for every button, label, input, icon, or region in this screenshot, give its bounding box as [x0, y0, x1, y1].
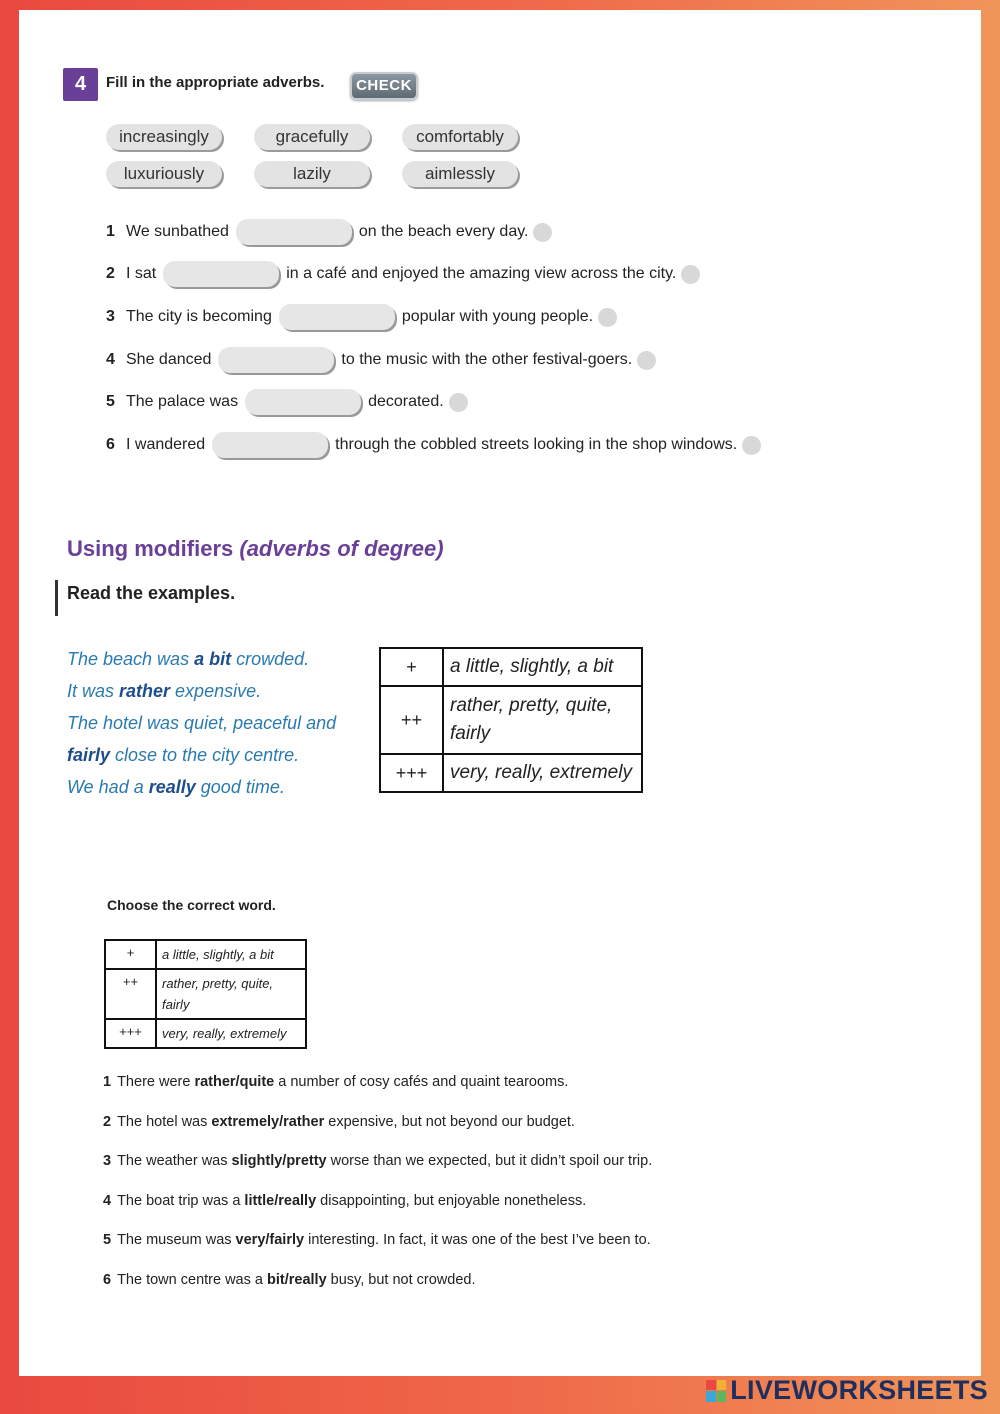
- sentence-number: 5: [106, 393, 115, 410]
- sentence-number: 4: [106, 351, 115, 368]
- section-title-main: Using modifiers: [67, 536, 234, 561]
- word-choice[interactable]: very/fairly: [235, 1232, 305, 1248]
- exercise-number: 4: [63, 68, 98, 101]
- degree-symbol: ++: [380, 686, 443, 754]
- sentence-number: 1: [106, 223, 115, 240]
- choice-sentence: 5 The museum was very/fairly interesting. In fact, it was one of the best I’ve been to.: [103, 1232, 651, 1248]
- example-line: It was rather expensive.: [67, 681, 262, 701]
- choice-sentence: 1 There were rather/quite a number of cosy cafés and quaint tearooms.: [103, 1074, 569, 1090]
- choice-sentence: 4 The boat trip was a little/really disappointing, but enjoyable nonetheless.: [103, 1193, 587, 1209]
- sentence-text-after: to the music with the other festival-goers.: [341, 351, 633, 368]
- example-line: The beach was a bit crowded.: [67, 649, 310, 669]
- answer-drop-blank[interactable]: [236, 219, 352, 245]
- table-row: [380, 648, 642, 686]
- sentence-text-before: The palace was: [126, 393, 239, 410]
- word-choice[interactable]: little/really: [244, 1193, 317, 1209]
- sentence-text-after: popular with young people.: [401, 308, 594, 325]
- degree-words: very, really, extremely: [156, 1019, 306, 1048]
- sentence-number: 6: [106, 436, 115, 453]
- degree-symbol: +: [105, 940, 156, 969]
- liveworksheets-logo-icon: [706, 1380, 726, 1402]
- sentence-text-after: in a café and enjoyed the amazing view across the city.: [286, 265, 677, 282]
- table-row: [105, 940, 306, 969]
- sentence-text-after: on the beach every day.: [358, 223, 529, 240]
- sentence-row: [106, 261, 700, 287]
- exercise-title: Fill in the appropriate adverbs.: [106, 74, 325, 91]
- word-chip[interactable]: lazily: [254, 161, 370, 187]
- degree-words: a little, slightly, a bit: [443, 648, 642, 686]
- example-sentences: [67, 643, 367, 803]
- sentence-text-before: The city is becoming: [126, 308, 272, 325]
- sentence-text-before: She danced: [126, 351, 212, 368]
- table-row: [380, 754, 642, 792]
- degree-words: a little, slightly, a bit: [156, 940, 306, 969]
- answer-drop-blank[interactable]: [212, 432, 328, 458]
- answer-drop-blank[interactable]: [279, 304, 395, 330]
- word-chip[interactable]: comfortably: [402, 124, 518, 150]
- result-indicator: [681, 265, 700, 284]
- table-row: [105, 1019, 306, 1048]
- word-chip[interactable]: increasingly: [106, 124, 222, 150]
- word-choice[interactable]: slightly/pretty: [231, 1153, 327, 1169]
- word-chip[interactable]: luxuriously: [106, 161, 222, 187]
- liveworksheets-logo[interactable]: [706, 1375, 988, 1406]
- table-row: [380, 686, 642, 754]
- choice-sentence: 2 The hotel was extremely/rather expensive, but not beyond our budget.: [103, 1114, 575, 1130]
- degree-words: very, really, extremely: [443, 754, 642, 792]
- degree-words: rather, pretty, quite, fairly: [443, 686, 642, 754]
- degree-table-small: [104, 939, 307, 1049]
- example-line: The hotel was quiet, peaceful and: [67, 713, 337, 733]
- word-chip[interactable]: gracefully: [254, 124, 370, 150]
- degree-table: [379, 647, 643, 793]
- choice-sentence: 3 The weather was slightly/pretty worse than we expected, but it didn’t spoil our trip.: [103, 1153, 653, 1169]
- degree-symbol: ++: [105, 969, 156, 1019]
- degree-symbol: +++: [105, 1019, 156, 1048]
- degree-symbol: +++: [380, 754, 443, 792]
- sentence-text-before: We sunbathed: [126, 223, 229, 240]
- table-row: [105, 969, 306, 1019]
- word-chip[interactable]: aimlessly: [402, 161, 518, 187]
- result-indicator: [598, 308, 617, 327]
- answer-drop-blank[interactable]: [245, 389, 361, 415]
- divider-bar: [55, 580, 58, 616]
- sentence-text-before: I wandered: [126, 436, 206, 453]
- worksheet-page: [19, 10, 981, 1376]
- read-examples-heading: Read the examples.: [67, 583, 236, 603]
- result-indicator: [533, 223, 552, 242]
- word-choice[interactable]: rather/quite: [194, 1074, 275, 1090]
- degree-words: rather, pretty, quite, fairly: [156, 969, 306, 1019]
- word-choice[interactable]: bit/really: [267, 1272, 327, 1288]
- section-title: [67, 536, 444, 562]
- result-indicator: [742, 436, 761, 455]
- word-choice[interactable]: extremely/rather: [211, 1114, 325, 1130]
- sentence-row: [106, 389, 468, 415]
- example-line: fairly close to the city centre.: [67, 745, 300, 765]
- sentence-text-after: decorated.: [368, 393, 444, 410]
- sentence-text-before: I sat: [126, 265, 157, 282]
- answer-drop-blank[interactable]: [163, 261, 279, 287]
- answer-drop-blank[interactable]: [218, 347, 334, 373]
- section-title-sub: (adverbs of degree): [239, 536, 444, 561]
- sentence-text-after: through the cobbled streets looking in the shop windows.: [335, 436, 738, 453]
- sentence-number: 2: [106, 265, 115, 282]
- brand-text: LIVEWORKSHEETS: [730, 1375, 988, 1405]
- example-line: We had a really good time.: [67, 777, 285, 797]
- result-indicator: [449, 393, 468, 412]
- sentence-number: 3: [106, 308, 115, 325]
- check-button[interactable]: CHECK: [350, 72, 418, 100]
- result-indicator: [637, 351, 656, 370]
- degree-symbol: +: [380, 648, 443, 686]
- sentence-row: [106, 432, 761, 458]
- sentence-row: [106, 347, 656, 373]
- sentence-row: [106, 219, 552, 245]
- choice-sentence: 6 The town centre was a bit/really busy, but not crowded.: [103, 1272, 476, 1288]
- sentence-row: [106, 304, 617, 330]
- choose-heading: Choose the correct word.: [107, 897, 276, 913]
